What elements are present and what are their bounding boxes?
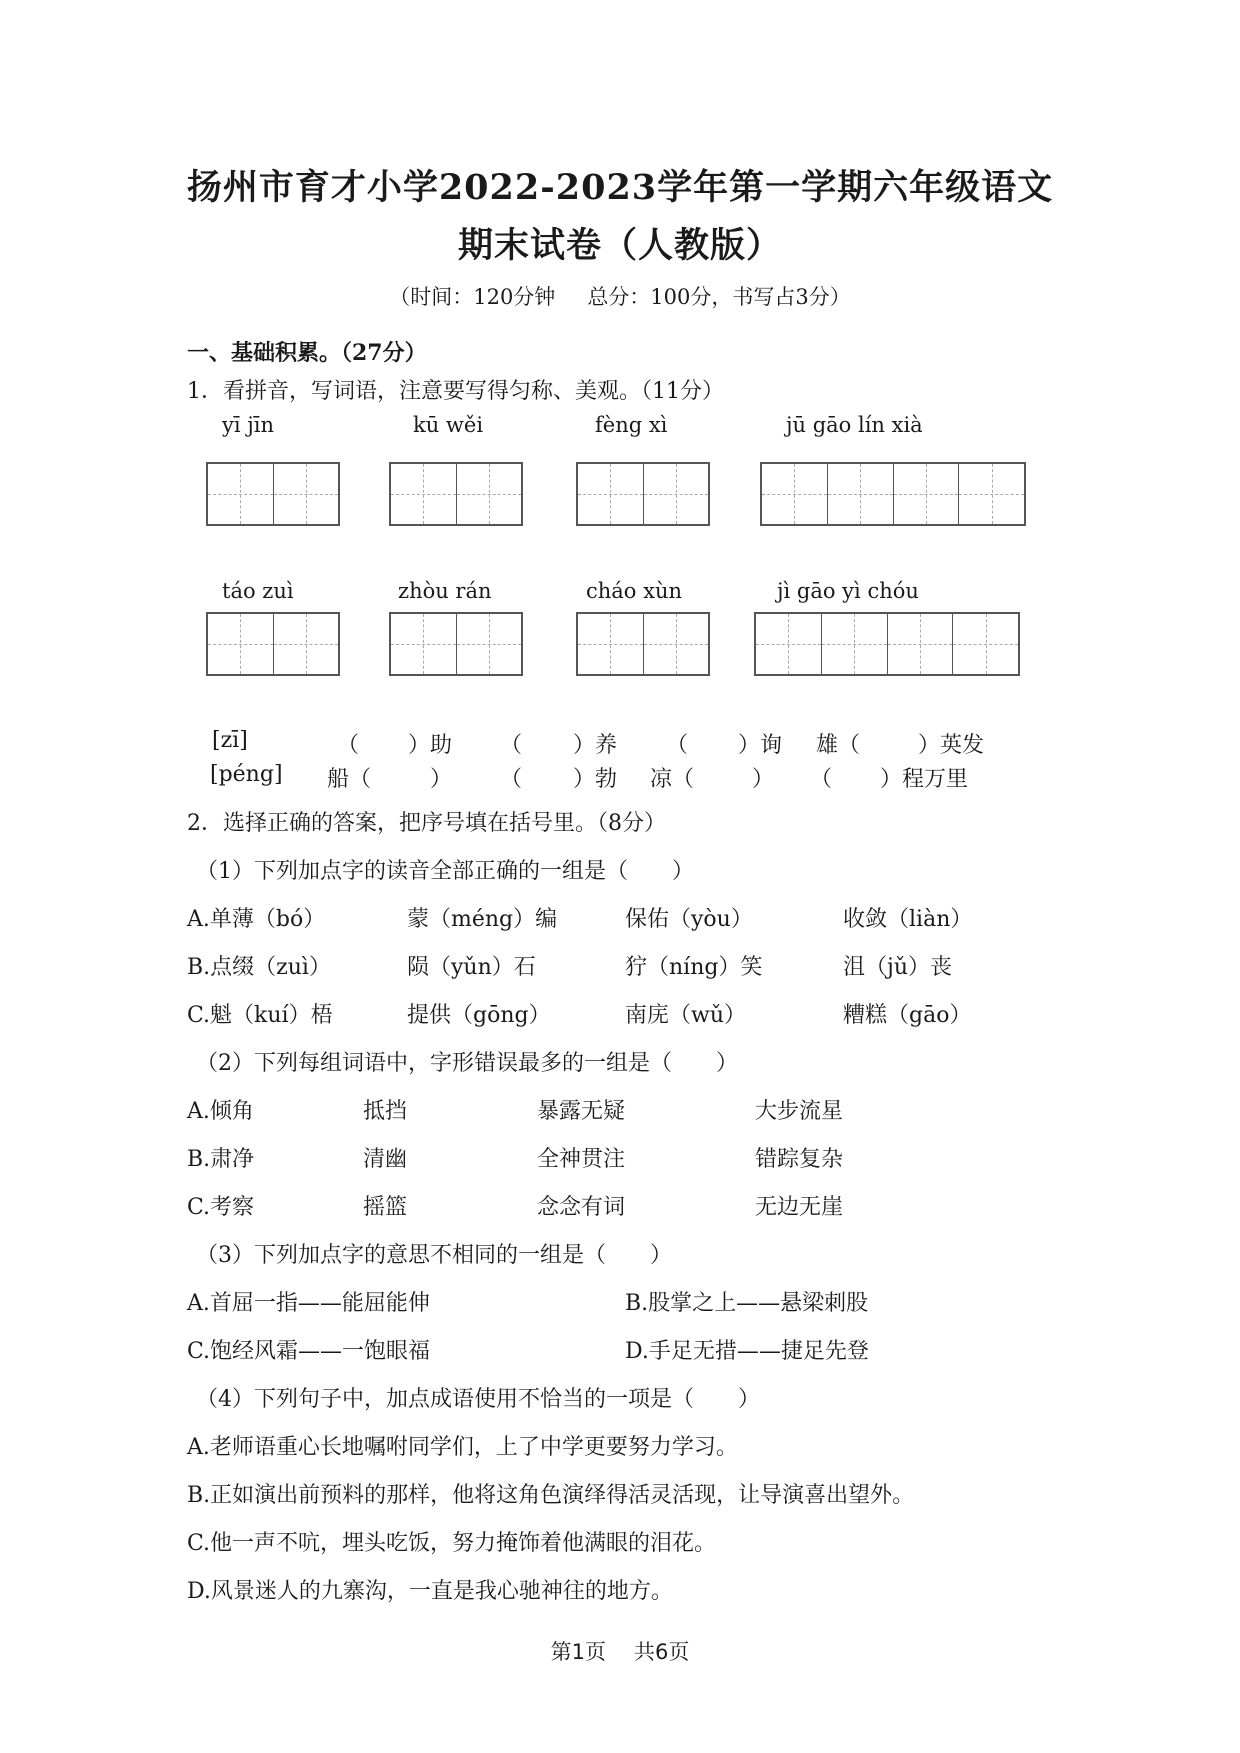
option-text: A.老师语重心长地嘱咐同学们，上了中学更要努力学习。 [187,1435,738,1460]
sub-question-2: （2）下列每组词语中，字形错误最多的一组是（ ） [196,1051,738,1076]
fill-blank: 船（ [327,767,372,792]
option-text: 沮（jǔ）丧 [843,955,952,980]
option-text: 无边无崖 [755,1195,844,1220]
fill-blank: ）养 [573,733,618,758]
exam-title: 扬州市育才小学2022-2023学年第一学期六年级语文 [186,167,1054,208]
option-text: 陨（yǔn）石 [407,955,536,980]
option-text: 抵挡 [363,1099,408,1124]
sub-question-4: （4）下列句子中，加点成语使用不恰当的一项是（ ） [196,1387,760,1412]
writing-grid[interactable] [389,462,523,526]
option-text: B.肃净 [187,1147,255,1172]
option-text: A.首屈一指——能屈能伸 [187,1291,430,1316]
option-text: C.他一声不吭，埋头吃饭，努力掩饰着他满眼的泪花。 [187,1531,717,1556]
fill-blank: ）勃 [573,767,618,792]
score-info: 总分：100分，书写占3分） [587,285,851,309]
blank-open: （ [666,733,689,758]
time-info: （时间：120分钟 [389,285,556,309]
zi-label: [zī] [212,728,248,753]
pinyin-label: fèng xì [595,413,668,437]
option-text: A.倾角 [187,1099,254,1124]
fill-blank: 雄（ [816,733,861,758]
option-text: 狞（níng）笑 [625,955,763,980]
exam-subtitle: 期末试卷（人教版） [457,225,782,266]
question-2-heading: 2．选择正确的答案，把序号填在括号里。（8分） [187,811,666,836]
question-1-heading: 1．看拼音，写词语，注意要写得匀称、美观。（11分） [187,379,724,404]
fill-blank: ）程万里 [880,767,969,792]
blank-open: （ [500,733,523,758]
option-text: A.单薄（bó） [187,907,326,932]
pinyin-label: kū wěi [413,413,484,437]
pinyin-label: táo zuì [222,579,294,603]
fill-blank: ）询 [738,733,783,758]
option-text: 错踪复杂 [755,1147,844,1172]
pinyin-label: cháo xùn [586,579,683,603]
option-text: 保佑（yòu） [625,907,753,932]
option-text: B.股掌之上——悬梁刺股 [625,1291,869,1316]
option-text: D.手足无措——捷足先登 [625,1339,869,1364]
option-text: C.魁（kuí）梧 [187,1003,333,1028]
option-text: 收敛（liàn） [843,907,973,932]
option-text: 南庑（wǔ） [625,1003,747,1028]
fill-blank: 凉（ [650,767,695,792]
blank-open: （ [337,733,360,758]
option-text: 大步流星 [755,1099,844,1124]
exam-meta [0,281,1240,311]
blank-close: ） [430,767,453,792]
writing-grid[interactable] [754,612,1020,676]
option-text: B.点缀（zuì） [187,955,331,980]
option-text: C.考察 [187,1195,255,1220]
option-text: 念念有词 [537,1195,626,1220]
option-text: 摇篮 [363,1195,408,1220]
pinyin-label: yī jīn [222,413,275,437]
option-text: 糟糕（gāo） [843,1003,972,1028]
sub-question-1: （1）下列加点字的读音全部正确的一组是（ ） [196,859,694,884]
option-text: 暴露无疑 [537,1099,626,1124]
peng-label: [péng] [210,762,283,787]
option-text: 全神贯注 [537,1147,626,1172]
page-footer [0,1636,1240,1666]
blank-open: （ [810,767,833,792]
option-text: 蒙（méng）编 [407,907,558,932]
blank-close: ） [752,767,775,792]
page-number: 第1页 [550,1640,606,1664]
fill-blank: ）英发 [918,733,985,758]
option-text: B.正如演出前预料的那样，他将这角色演绎得活灵活现，让导演喜出望外。 [187,1483,915,1508]
option-text: 清幽 [363,1147,408,1172]
pinyin-label: jū gāo lín xià [786,413,923,437]
option-text: C.饱经风霜——一饱眼福 [187,1339,431,1364]
writing-grid[interactable] [206,612,340,676]
writing-grid[interactable] [576,462,710,526]
writing-grid[interactable] [389,612,523,676]
writing-grid[interactable] [760,462,1026,526]
blank-open: （ [500,767,523,792]
option-text: 提供（gōng） [407,1003,551,1028]
option-text: D.风景迷人的九寨沟，一直是我心驰神往的地方。 [187,1579,673,1604]
writing-grid[interactable] [206,462,340,526]
fill-blank: ）助 [408,733,453,758]
page-total: 共6页 [634,1640,690,1664]
writing-grid[interactable] [576,612,710,676]
sub-question-3: （3）下列加点字的意思不相同的一组是（ ） [196,1243,672,1268]
pinyin-label: zhòu rán [398,579,492,603]
pinyin-label: jì gāo yì chóu [777,579,919,603]
section-heading: 一、基础积累。（27分） [187,340,427,366]
